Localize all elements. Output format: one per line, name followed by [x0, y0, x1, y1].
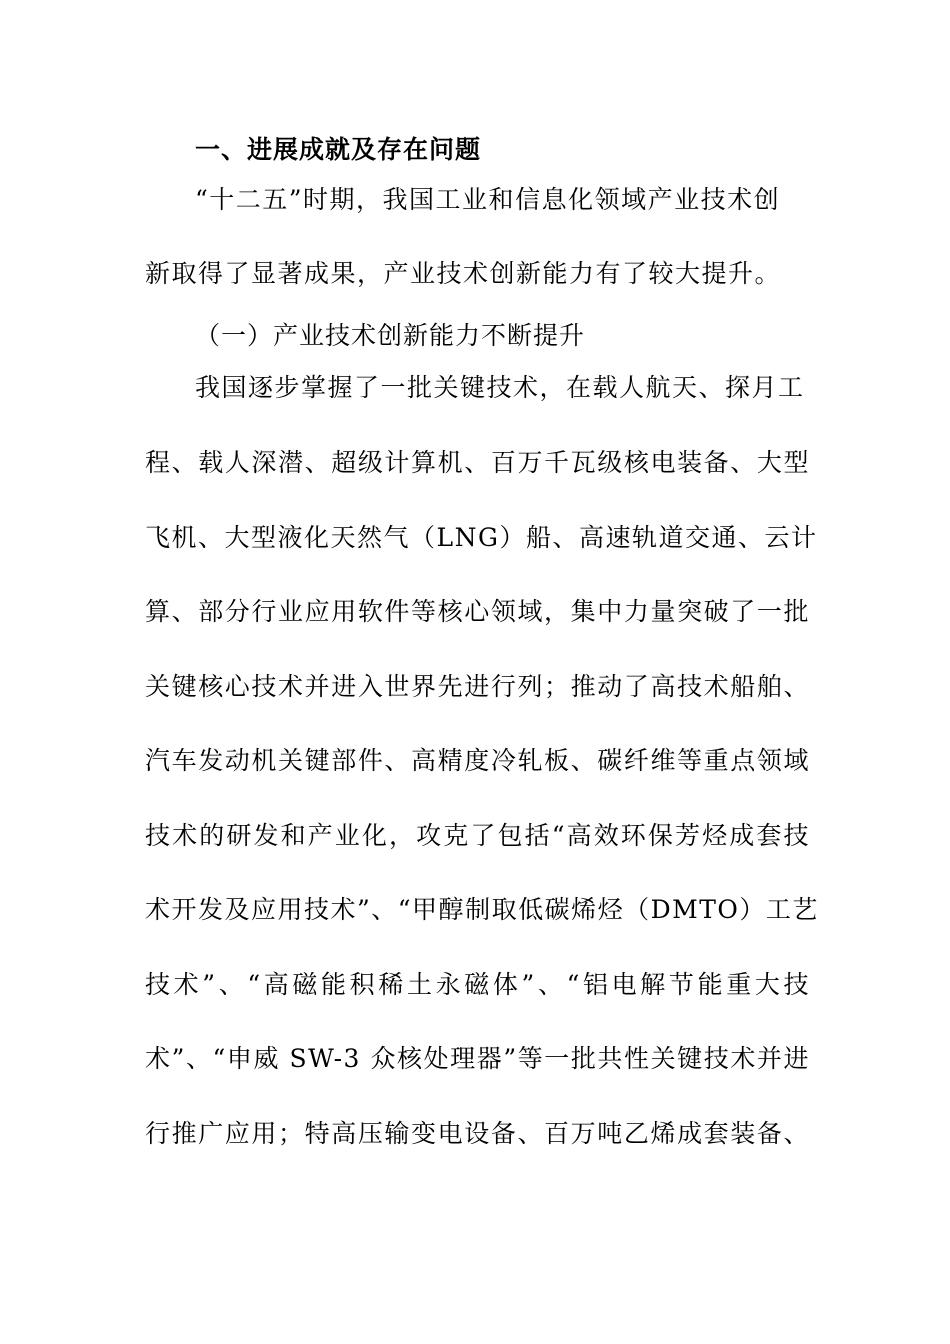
text-line: 飞机、大型液化天然气（LNG）船、高速轨道交通、云计: [145, 523, 818, 552]
text-line: 程、载人深潜、超级计算机、百万千瓦级核电装备、大型: [145, 448, 810, 477]
text-line: “十二五”时期，我国工业和信息化领域产业技术创: [195, 185, 781, 214]
text-line: 行推广应用；特高压输变电设备、百万吨乙烯成套装备、: [145, 1119, 810, 1148]
text-line: 汽车发动机关键部件、高精度冷轧板、碳纤维等重点领域: [145, 746, 810, 775]
text-line: 算、部分行业应用软件等核心领域，集中力量突破了一批: [145, 597, 810, 626]
text-line: 关键核心技术并进入世界先进行列；推动了高技术船舶、: [145, 672, 810, 701]
text-line: 术”、“申威 SW-3 众核处理器”等一批共性关键技术并进: [145, 1044, 810, 1073]
text-line: 术开发及应用技术”、“甲醇制取低碳烯烃（DMTO）工艺: [145, 895, 819, 924]
text-line: 我国逐步掌握了一批关键技术，在载人航天、探月工: [195, 373, 805, 402]
text-line: 技术”、“高磁能积稀土永磁体”、“铝电解节能重大技: [145, 970, 810, 999]
subsection-heading: （一）产业技术创新能力不断提升: [195, 321, 586, 350]
text-line: 新取得了显著成果，产业技术创新能力有了较大提升。: [145, 259, 782, 288]
section-heading: 一、进展成就及存在问题: [195, 135, 482, 164]
text-line: 技术的研发和产业化，攻克了包括“高效环保芳烃成套技: [145, 821, 810, 850]
